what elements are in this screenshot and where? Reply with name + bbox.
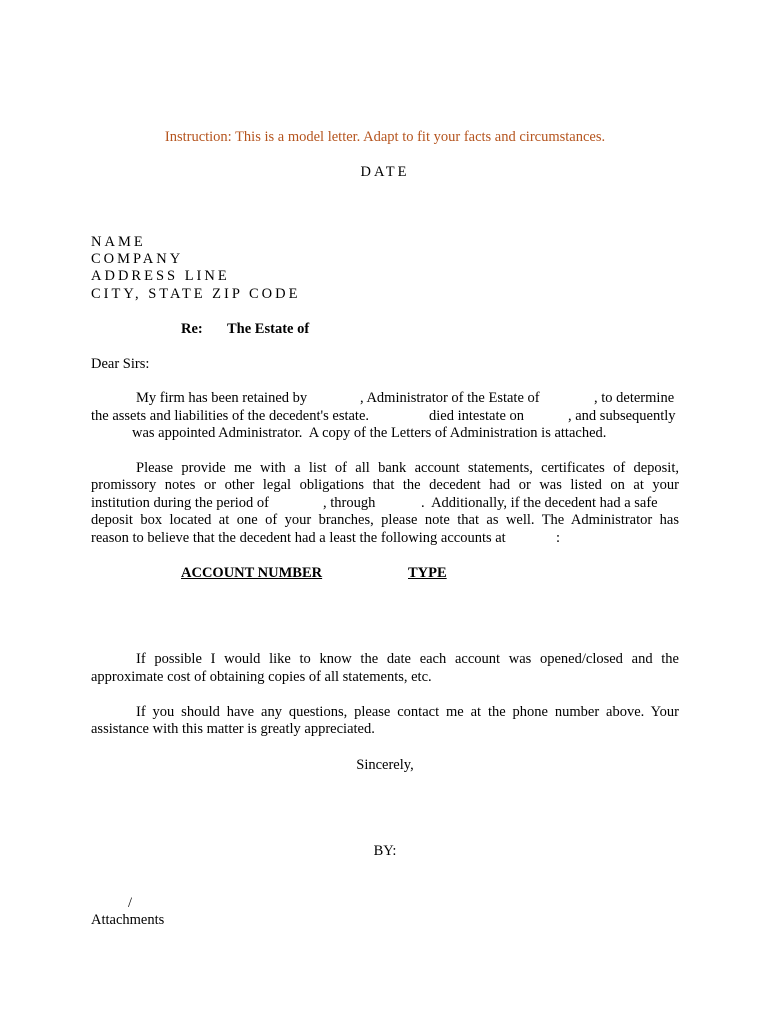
letter-date: DATE [360,164,410,180]
p2-line1: Please provide me with a list of all bank account statements, certificates of deposit, [136,460,679,476]
p4-line1: If you should have any questions, please contact me at the phone number above. Your [136,704,679,720]
p1-line1-b: , Administrator of the Estate of [360,390,540,406]
p2-line5-a: reason to believe that the decedent had a least the following accounts at [91,530,506,546]
recipient-name: NAME [91,234,146,250]
p3-line1: If possible I would like to know the date each account was opened/closed and the [136,651,679,667]
p2-line2: promissory notes or other legal obligations that the decedent had or was listed on at your [91,477,679,493]
recipient-company: COMPANY [91,251,184,267]
re-title: The Estate of [227,321,310,337]
p1-line1-a: My firm has been retained by [136,390,308,406]
p2-line3-b: , through [323,495,376,511]
account-number-header: ACCOUNT NUMBER [181,565,323,581]
p4-line2: assistance with this matter is greatly appreciated. [91,721,375,737]
p1-line2-c: , and subsequently [568,408,676,424]
re-label: Re: [181,321,203,337]
p2-line3-a: institution during the period of [91,495,270,511]
instruction-note: Instruction: This is a model letter. Adapt to fit your facts and circumstances. [164,129,606,145]
p2-line5-b: : [556,530,561,546]
p3-line2: approximate cost of obtaining copies of all statements, etc. [91,669,432,685]
p2-line3-c: . Additionally, if the decedent had a safe [421,495,658,511]
p1-line1-c: , to determine [594,390,675,406]
signature-by-label: BY: [373,843,397,859]
recipient-city-state-zip: CITY, STATE ZIP CODE [91,286,301,302]
p1-line3: was appointed Administrator. A copy of the Letters of Administration is attached. [132,425,607,441]
account-type-header: TYPE [408,565,447,581]
salutation: Dear Sirs: [91,356,150,372]
closing: Sincerely, [356,757,414,773]
p2-line4: deposit box located at one of your branches, please note that as well. The Administrator has [91,512,679,528]
p1-line2-b: died intestate on [429,408,525,424]
recipient-address-line: ADDRESS LINE [91,268,230,284]
initials-separator: / [128,895,133,911]
attachments-label: Attachments [91,912,165,928]
p1-line2-a: the assets and liabilities of the decedent's estate. [91,408,370,424]
